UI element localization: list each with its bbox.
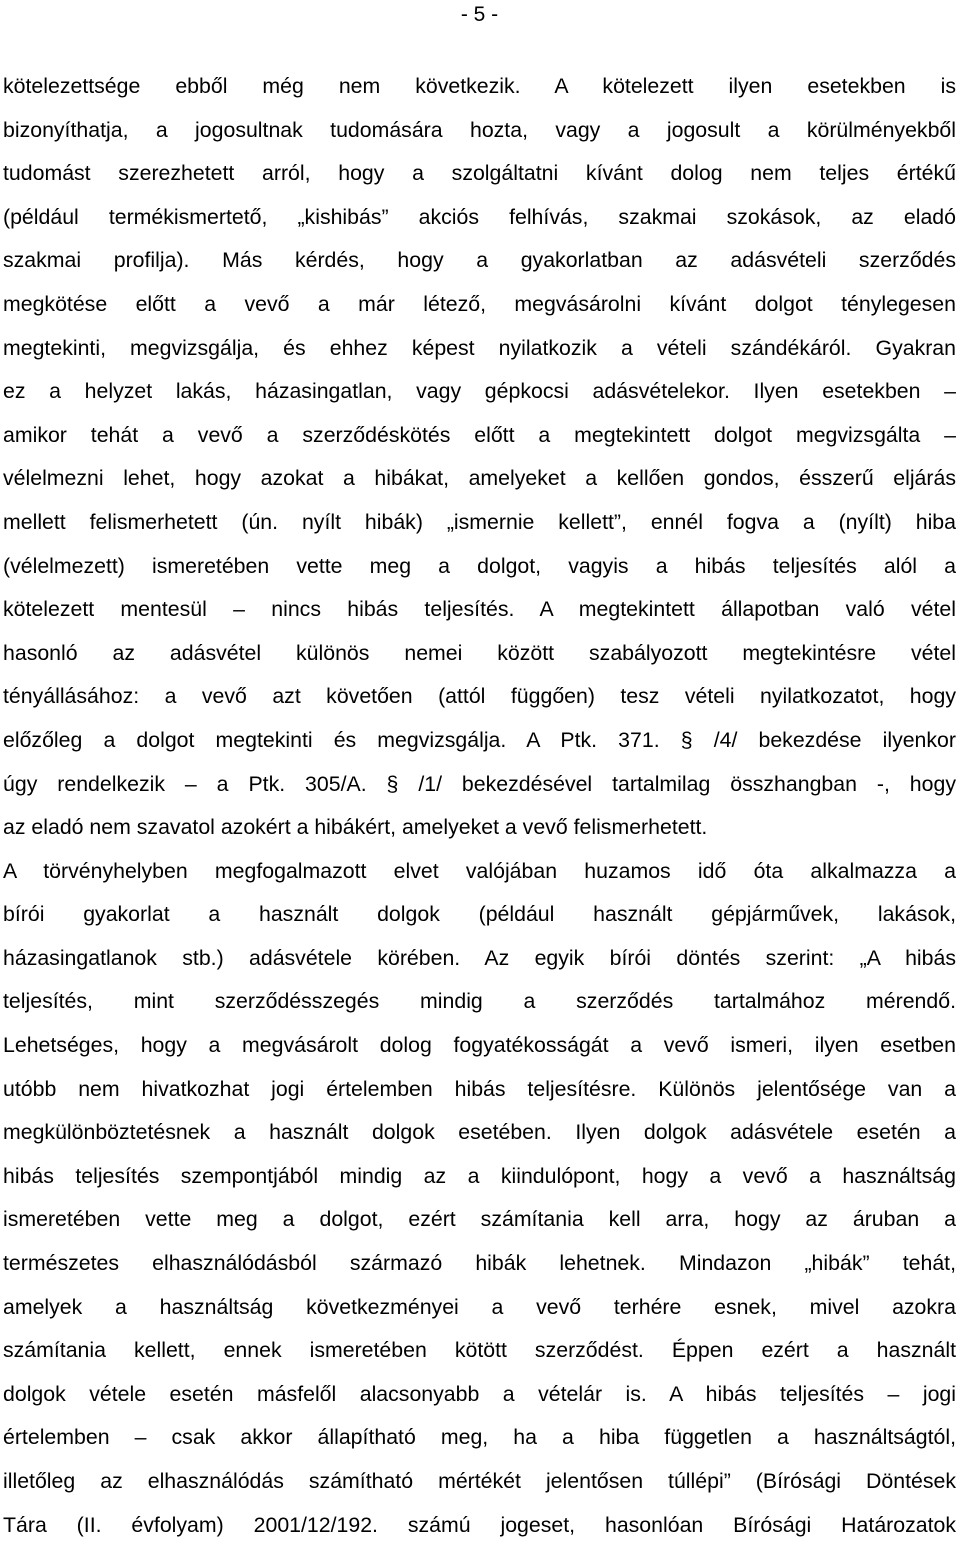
text-line: ez a helyzet lakás, házasingatlan, vagy gépkocsi adásvételekor. Ilyen esetekben – (3, 379, 956, 404)
text-line: teljesítés, mint szerződésszegés mindig a szerződés tartalmához mérendő. (3, 989, 956, 1014)
text-line: házasingatlanok stb.) adásvétele körében. Az egyik bírói döntés szerint: „A hibás (3, 945, 956, 970)
text-line: kötelezett mentesül – nincs hibás teljesítés. A megtekintett állapotban való vétel (3, 597, 956, 622)
text-line: A törvényhelyben megfogalmazott elvet valójában huzamos idő óta alkalmazza a (3, 858, 956, 883)
text-line: (például termékismertető, „kishibás” akciós felhívás, szakmai szokások, az eladó (3, 204, 956, 229)
body-text (3, 42, 956, 1547)
text-line: értelemben – csak akkor állapítható meg, ha a hiba független a használtságtól, (3, 1425, 956, 1450)
text-line: az eladó nem szavatol azokért a hibákért, amelyeket a vevő felismerhetett. (3, 815, 708, 840)
text-line: megtekinti, megvizsgálja, és ehhez képest nyilatkozik a vételi szándékáról. Gyakran (3, 335, 956, 360)
text-line: ismeretében vette meg a dolgot, ezért számítania kell arra, hogy az áruban a (3, 1207, 956, 1232)
text-line: számítania kellett, ennek ismeretében kötött szerződést. Éppen ezért a használt (3, 1338, 956, 1363)
text-line: (vélelmezett) ismeretében vette meg a dolgot, vagyis a hibás teljesítés alól a (3, 553, 956, 578)
text-line: dolgok vétele esetén másfelől alacsonyabb a vételár is. A hibás teljesítés – jogi (3, 1381, 956, 1406)
text-line: természetes elhasználódásból származó hibák lehetnek. Mindazon „hibák” tehát, (3, 1251, 956, 1276)
text-line: kötelezettsége ebből még nem következik. A kötelezett ilyen esetekben is (3, 74, 956, 98)
text-line: amelyek a használtság következményei a vevő terhére esnek, mivel azokra (3, 1294, 956, 1319)
text-line: szakmai profilja). Más kérdés, hogy a gyakorlatban az adásvételi szerződés (3, 248, 956, 273)
text-line: bizonyíthatja, a jogosultnak tudomására hozta, vagy a jogosult a körülményekből (3, 117, 956, 142)
text-line: vélelmezni lehet, hogy azokat a hibákat, amelyeket a kellően gondos, ésszerű eljárás (3, 466, 956, 491)
text-line: hibás teljesítés szempontjából mindig az a kiindulópont, hogy a vevő a használtság (3, 1163, 956, 1188)
text-line: mellett felismerhetett (ún. nyílt hibák) „ismernie kellett”, ennél fogva a (nyílt) hiba (3, 509, 956, 534)
text-line: tudomást szerezhetett arról, hogy a szolgáltatni kívánt dolog nem teljes értékű (3, 161, 956, 186)
text-line: bírói gyakorlat a használt dolgok (például használt gépjárművek, lakások, (3, 902, 956, 927)
text-line: Tára (II. évfolyam) 2001/12/192. számú jogeset, hasonlóan Bírósági Határozatok (3, 1512, 956, 1537)
text-line: utóbb nem hivatkozhat jogi értelemben hibás teljesítésre. Különös jelentősége van a (3, 1076, 956, 1101)
text-line: tényállásához: a vevő azt követően (attól függően) tesz vételi nyilatkozatot, hogy (3, 684, 956, 709)
text-line: megkülönböztetésnek a használt dolgok esetében. Ilyen dolgok adásvétele esetén a (3, 1120, 956, 1145)
text-line: illetőleg az elhasználódás számítható mértékét jelentősen túllépi” (Bírósági Döntések (3, 1469, 956, 1493)
text-line: amikor tehát a vevő a szerződéskötés előtt a megtekintett dolgot megvizsgálta – (3, 422, 956, 447)
text-line: előzőleg a dolgot megtekinti és megvizsgálja. A Ptk. 371. § /4/ bekezdése ilyenkor (3, 727, 956, 752)
text-line: megkötése előtt a vevő a már létező, megvásárolni kívánt dolgot ténylegesen (3, 291, 956, 316)
text-line: úgy rendelkezik – a Ptk. 305/A. § /1/ bekezdésével tartalmilag összhangban -, hogy (3, 771, 956, 796)
text-line: hasonló az adásvétel különös nemei között szabályozott megtekintésre vétel (3, 640, 956, 665)
page-number: - 5 - (460, 3, 499, 26)
text-line: Lehetséges, hogy a megvásárolt dolog fogyatékosságát a vevő ismeri, ilyen esetben (3, 1033, 956, 1058)
